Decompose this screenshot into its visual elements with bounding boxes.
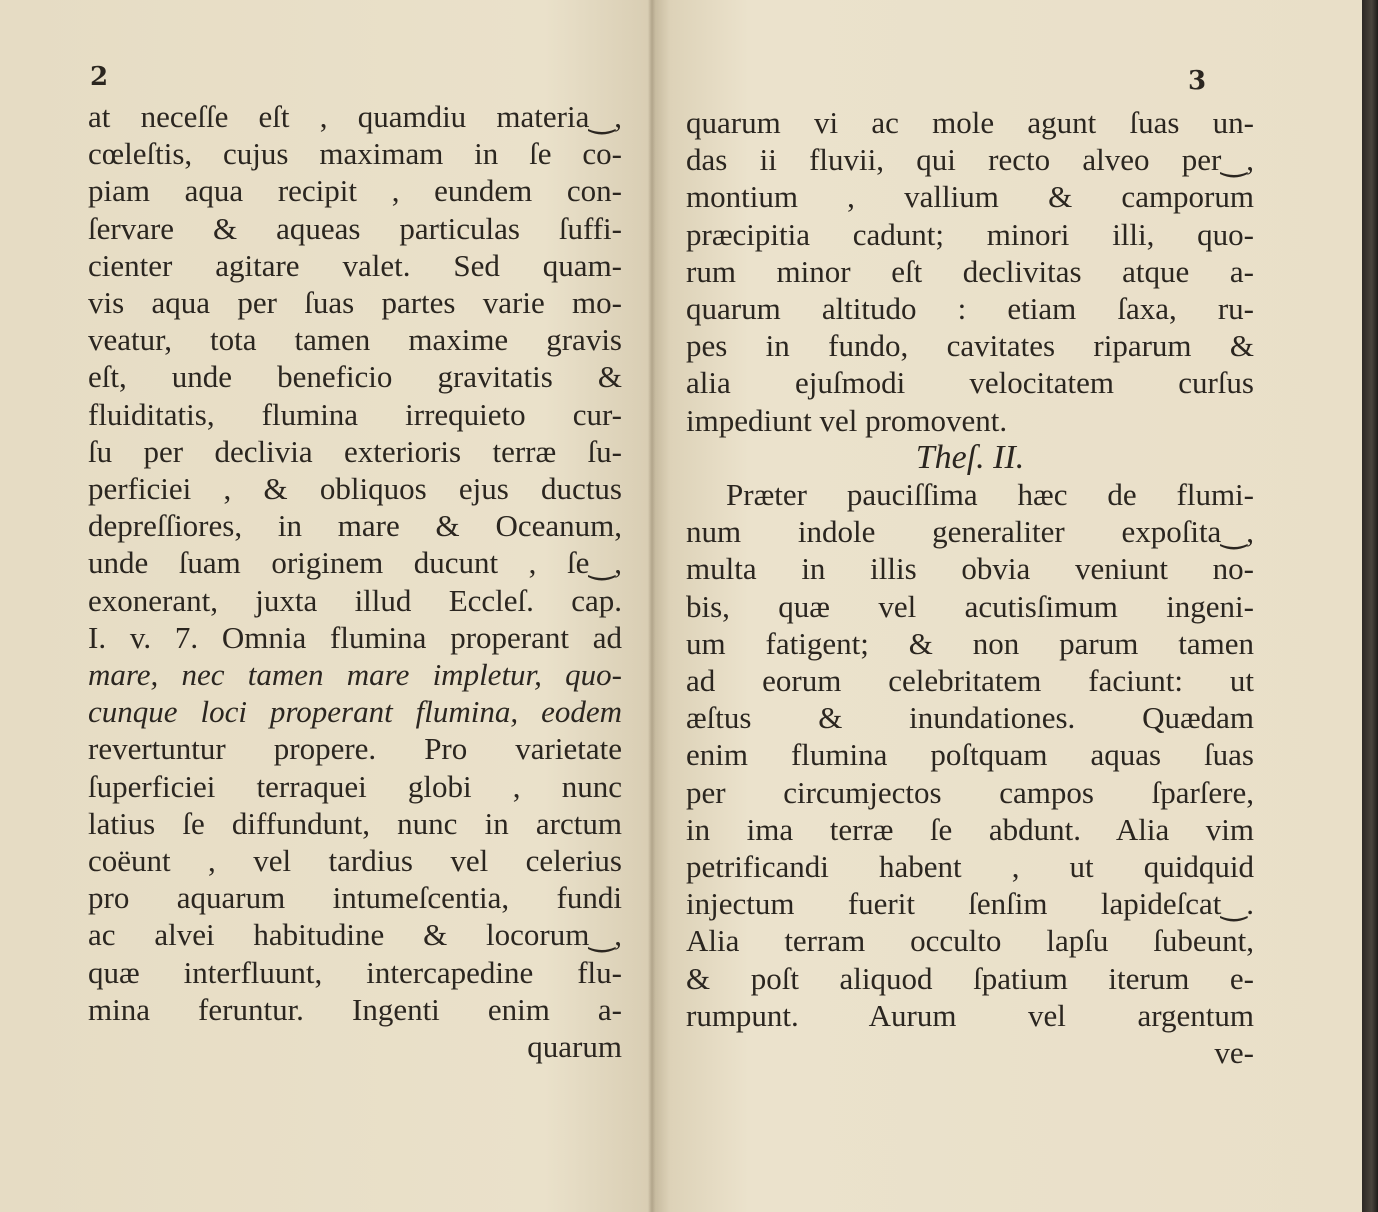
text-line: ſuperficiei terraquei globi , nunc	[88, 768, 622, 804]
text-line: cienter agitare valet. Sed quam-	[88, 247, 622, 283]
text-line: das ii fluvii, qui recto alveo per‿,	[686, 142, 1254, 178]
text-line: bis, quæ vel acutisſimum ingeni-	[686, 588, 1254, 624]
text-line: latius ſe diffundunt, nunc in arctum	[88, 805, 622, 841]
text-line: at neceſſe eſt , quamdiu materia‿,	[88, 99, 622, 134]
text-line: unde ſuam originem ducunt , ſe‿,	[88, 545, 622, 581]
text-line: quarum vi ac mole agunt ſuas un-	[686, 105, 1254, 140]
text-line: cœleſtis, cujus maximam in ſe co-	[88, 136, 622, 172]
right-page	[656, 0, 1362, 1212]
text-line: exonerant, juxta illud Eccleſ. cap.	[88, 582, 622, 618]
text-line: vis aqua per ſuas partes varie mo-	[88, 285, 622, 321]
text-line: ad eorum celebritatem faciunt: ut	[686, 663, 1254, 699]
text-line: & poſt aliquod ſpatium iterum e-	[686, 960, 1254, 996]
text-line: pes in fundo, cavitates riparum &	[686, 328, 1254, 364]
text-line: enim flumina poſtquam aquas ſuas	[686, 737, 1254, 773]
text-line: Alia terram occulto lapſu ſubeunt,	[686, 923, 1254, 959]
text-line: veatur, tota tamen maxime gravis	[88, 322, 622, 358]
text-line: rumpunt. Aurum vel argentum	[686, 997, 1254, 1033]
text-line: montium , vallium & camporum	[686, 179, 1254, 215]
book-gutter	[648, 0, 656, 1212]
text-line: Præter pauciſſima hæc de flumi-	[726, 477, 1254, 513]
text-line: quarum altitudo : etiam ſaxa, ru-	[686, 291, 1254, 327]
text-line: piam aqua recipit , eundem con-	[88, 173, 622, 209]
section-heading: Theſ. II.	[915, 438, 1025, 476]
text-line-italic: mare, nec tamen mare impletur, quo-	[88, 657, 622, 693]
text-line: ac alvei habitudine & locorum‿,	[88, 917, 622, 953]
page-number: 3	[1188, 66, 1207, 96]
text-line: impediunt vel promovent.	[686, 402, 1008, 438]
page-body	[88, 98, 622, 1065]
catchword: ve-	[1214, 1035, 1254, 1071]
text-line: injectum fuerit ſenſim lapideſcat‿.	[686, 886, 1254, 922]
text-line: mina feruntur. Ingenti enim a-	[88, 991, 622, 1027]
text-line: alia ejuſmodi velocitatem curſus	[686, 365, 1254, 401]
text-line: ſu per declivia exterioris terræ ſu-	[88, 433, 622, 469]
text-line: quæ interfluunt, intercapedine flu-	[88, 954, 622, 990]
text-line: pro aquarum intumeſcentia, fundi	[88, 880, 622, 916]
text-line: in ima terræ ſe abdunt. Alia vim	[686, 811, 1254, 847]
text-line: fluiditatis, flumina irrequieto cur-	[88, 396, 622, 432]
text-line: æſtus & inundationes. Quædam	[686, 700, 1254, 736]
text-line: petrificandi habent , ut quidquid	[686, 849, 1254, 885]
text-line: num indole generaliter expoſita‿,	[686, 514, 1254, 550]
page-number: 2	[90, 62, 109, 92]
text-line-italic: cunque loci properant flumina, eodem	[88, 694, 622, 730]
page-body	[686, 104, 1254, 1071]
text-line: revertuntur propere. Pro varietate	[88, 731, 622, 767]
text-line: eſt, unde beneficio gravitatis &	[88, 359, 622, 395]
text-line: multa in illis obvia veniunt no-	[686, 551, 1254, 587]
text-line: præcipitia cadunt; minori illi, quo-	[686, 216, 1254, 252]
book-edge	[1362, 0, 1378, 1212]
text-line: perficiei , & obliquos ejus ductus	[88, 471, 622, 507]
text-line: depreſſiores, in mare & Oceanum,	[88, 508, 622, 544]
text-line: rum minor eſt declivitas atque a-	[686, 253, 1254, 289]
text-line: per circumjectos campos ſparſere,	[686, 774, 1254, 810]
text-line: ſervare & aqueas particulas ſuffi-	[88, 210, 622, 246]
left-page	[0, 0, 648, 1212]
text-line: coëunt , vel tardius vel celerius	[88, 843, 622, 879]
text-line: I. v. 7. Omnia flumina properant ad	[88, 619, 622, 655]
catchword: quarum	[527, 1029, 622, 1065]
text-line: um fatigent; & non parum tamen	[686, 625, 1254, 661]
